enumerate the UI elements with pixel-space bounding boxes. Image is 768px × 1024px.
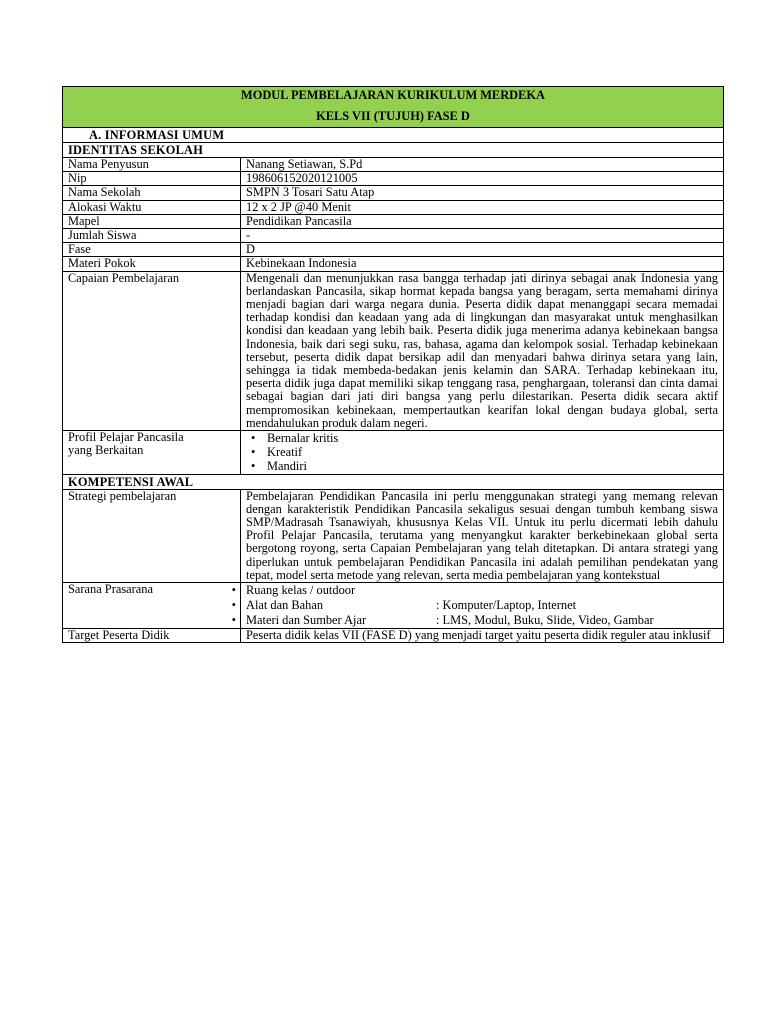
row-label [63,431,241,475]
list-item: • Bernalar kritis [246,431,718,445]
row-value: D [241,243,724,257]
sarana-bullets [232,583,236,628]
row-value: - [241,229,724,243]
bullet-icon: • [231,613,236,628]
sarana-value: : LMS, Modul, Buku, Slide, Video, Gambar [436,613,654,628]
sarana-key: Alat dan Bahan [246,598,324,613]
bullet-icon: • [231,583,236,598]
row-value: Pendidikan Pancasila [241,214,724,228]
table-row [63,158,724,172]
table-row [63,243,724,257]
sarana-label-cell [63,583,241,629]
row-label: Jumlah Siswa [63,229,241,243]
section-row [63,474,724,489]
section-row [63,143,724,158]
table-row [63,200,724,214]
row-label: Alokasi Waktu [63,200,241,214]
row-label: Nip [63,172,241,186]
sarana-values [241,583,724,629]
profil-values [241,431,724,475]
section-identitas-sekolah: IDENTITAS SEKOLAH [63,143,724,158]
bullet-icon: • [231,598,236,613]
row-label: Target Peserta Didik [63,629,241,643]
row-label: Nama Penyusun [63,158,241,172]
title-cell [63,87,724,128]
table-row [63,186,724,200]
row-value: 12 x 2 JP @40 Menit [241,200,724,214]
section-kompetensi-awal: KOMPETENSI AWAL [63,474,724,489]
strategi-text: Pembelajaran Pendidikan Pancasila ini perlu menggunakan strategi yang memang relevan dengan karakteristik Pendidikan Pancasila sekaligus sesuai dengan tumbuh kembang siswa SMP/Madrasah Tsanawiyah, khususnya Kelas VII. Untuk itu perlu dicermati lebih dahulu Profil Pelajar Pancasila, terutama yang menyangkut karakter berkebinekaan global serta bergotong royong, serta Capaian Pembelajaran yang telah ditetapkan. Di antara strategi yang diperlukan untuk pembelajaran Pendidikan Pancasila ini adalah pemilihan pendekatan yang tepat, model serta metode yang relevan, serta media pembelajaran yang kontekstual [241,489,724,582]
title-row [63,87,724,128]
row-value: Kebinekaan Indonesia [241,257,724,271]
row-label: Nama Sekolah [63,186,241,200]
profil-label-line1: Profil Pelajar Pancasila [68,430,184,445]
table-row [63,214,724,228]
list-item [246,598,718,613]
sarana-value: : Komputer/Laptop, Internet [436,598,577,613]
section-informasi-umum: A. INFORMASI UMUM [63,128,724,143]
row-value: 198606152020121005 [241,172,724,186]
row-label: Capaian Pembelajaran [63,271,241,430]
list-item [246,583,718,598]
table-row [63,489,724,582]
table-row [63,629,724,643]
section-row [63,128,724,143]
row-label: Fase [63,243,241,257]
profil-label-line2: yang Berkaitan [68,443,144,458]
module-title: MODUL PEMBELAJARAN KURIKULUM MERDEKA [241,88,545,102]
table-row [63,583,724,629]
capaian-text: Mengenali dan menunjukkan rasa bangga terhadap jati dirinya sebagai anak Indonesia yang berlandaskan Pancasila, sikap hormat kepada bangsa yang beragam, serta memahami dirinya menjadi bagian dari warga negara dunia. Peserta didik dapat menanggapi secara memadai terhadap kondisi dan keadaan yang ada di lingkungan dan masyarakat untuk menghasilkan kondisi dan keadaan yang lebih baik. Peserta didik juga menerima adanya kebinekaan bangsa Indonesia, baik dari segi suku, ras, bahasa, agama dan kelompok sosial. Terhadap kebinekaan tersebut, peserta didik dapat bersikap adil dan menyadari bahwa dirinya setara yang lain, sehingga ia tidak membeda-bedakan jenis kelamin dan SARA. Terhadap kebinekaan itu, peserta didik juga dapat memiliki sikap tenggang rasa, penghargaan, toleransi dan cinta damai sebagai bagian dari jati diri bangsa yang perlu dilestarikan. Peserta didik secara aktif mempromosikan kebinekaan, mempertautkan kearifan lokal dengan budaya global, serta mendahulukan produk dalam negeri. [241,271,724,430]
table-row [63,431,724,475]
row-label: Materi Pokok [63,257,241,271]
table-row [63,229,724,243]
row-label: Strategi pembelajaran [63,489,241,582]
module-table [62,86,724,643]
list-item: • Kreatif [246,445,718,459]
sarana-key: Materi dan Sumber Ajar [246,613,367,628]
row-value: SMPN 3 Tosari Satu Atap [241,186,724,200]
target-text: Peserta didik kelas VII (FASE D) yang menjadi target yaitu peserta didik reguler atau inklusif [241,629,724,643]
table-row [63,257,724,271]
list-item [246,613,718,628]
module-subtitle: KELS VII (TUJUH) FASE D [316,109,470,123]
profil-list [246,431,718,474]
table-row [63,172,724,186]
row-value: Nanang Setiawan, S.Pd [241,158,724,172]
table-row [63,271,724,430]
row-label: Mapel [63,214,241,228]
list-item: • Mandiri [246,459,718,473]
lesson-module-document [62,86,724,643]
sarana-key: Ruang kelas / outdoor [246,583,356,598]
row-label: Sarana Prasarana [68,582,153,597]
